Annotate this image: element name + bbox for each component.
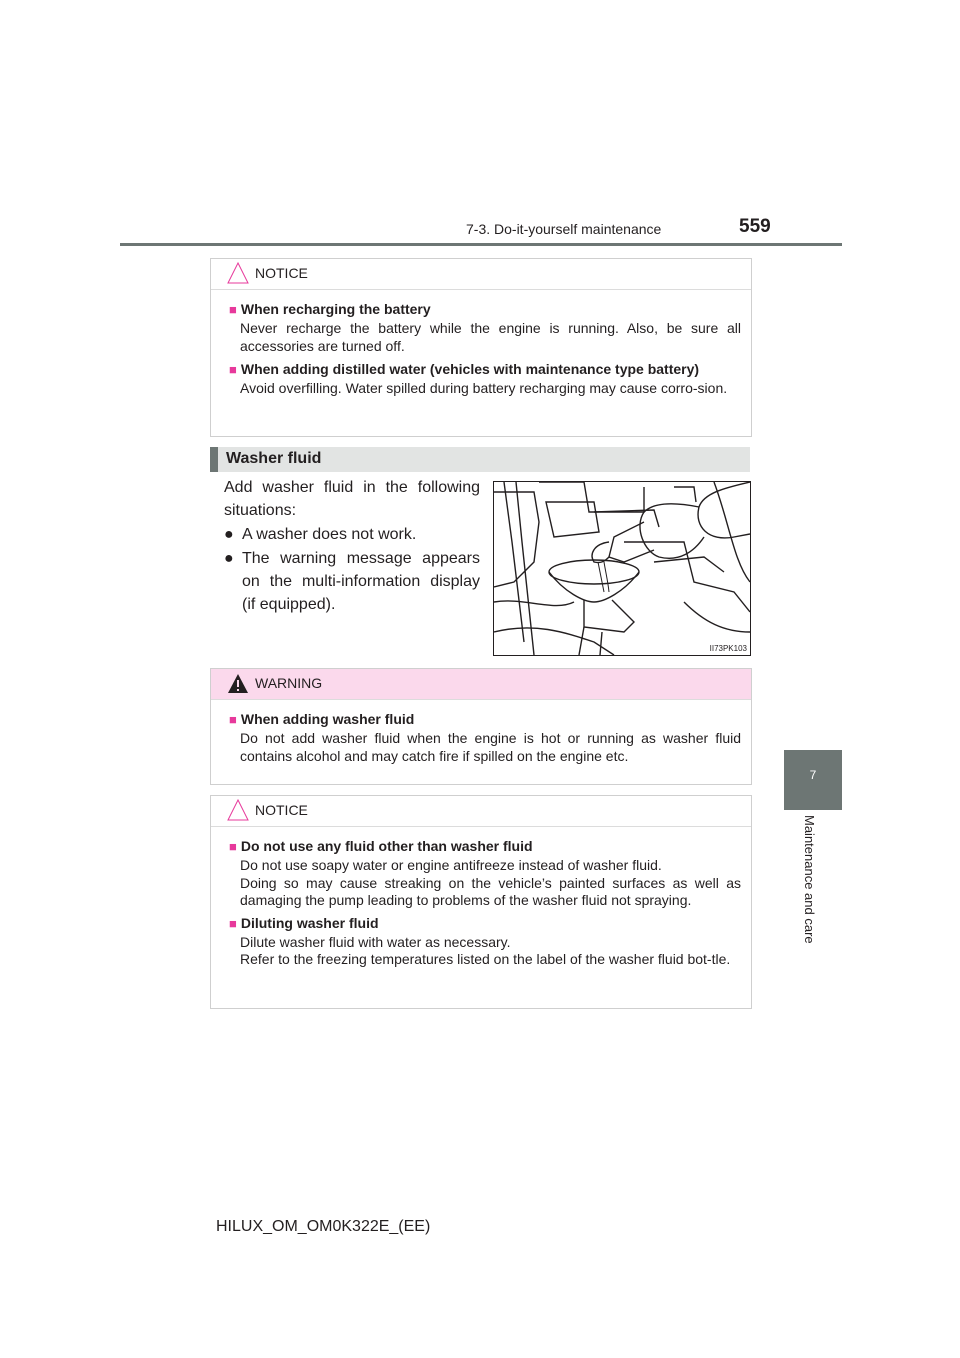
notice-item-title: Do not use any fluid other than washer fluid xyxy=(240,838,533,854)
header-rule xyxy=(120,243,842,246)
square-bullet-icon: ■ xyxy=(229,915,237,931)
warning-triangle-icon xyxy=(227,671,249,695)
notice-item xyxy=(229,361,741,398)
notice-label: NOTICE xyxy=(255,802,308,818)
header-section-title: 7-3. Do-it-yourself maintenance xyxy=(466,221,662,237)
washer-fluid-illustration xyxy=(493,481,751,656)
document-code: HILUX_OM_OM0K322E_(EE) xyxy=(216,1218,431,1235)
figure-code: II73PK103 xyxy=(709,644,747,653)
page-number: 559 xyxy=(739,216,771,237)
notice-item-line: Do not use soapy water or engine antifreeze instead of washer fluid. xyxy=(240,857,662,873)
section-title: Washer fluid xyxy=(226,450,322,467)
notice-item-body xyxy=(240,857,741,910)
notice-item-body: Avoid overfilling. Water spilled during battery recharging may cause corro-sion. xyxy=(240,380,728,396)
notice-item-title: When adding distilled water (vehicles with maintenance type battery) xyxy=(240,361,700,377)
round-bullet-icon: ● xyxy=(224,550,234,567)
chapter-title: Maintenance and care xyxy=(802,815,817,944)
warning-item-body: Do not add washer fluid when the engine is hot or running as washer fluid contains alcohol and may catch fire if spilled on the engine etc. xyxy=(240,730,741,764)
square-bullet-icon: ■ xyxy=(229,302,237,317)
warning-header xyxy=(211,669,751,700)
notice-item-line: Dilute washer fluid with water as necessary. xyxy=(240,933,511,950)
notice-item-line: Doing so may cause streaking on the vehicle’s painted surfaces as well as damaging the pump leading to problems of the washer fluid not spraying. xyxy=(240,874,741,908)
notice-item-title: When recharging the battery xyxy=(240,301,431,317)
notice-box-washer xyxy=(210,795,752,1009)
warning-box-washer xyxy=(210,668,752,785)
section-heading xyxy=(210,447,750,472)
notice-item-body xyxy=(240,934,741,969)
list-item xyxy=(224,547,480,616)
chapter-tab xyxy=(784,750,842,810)
bullet-text: A washer does not work. xyxy=(242,526,417,543)
chapter-label-area xyxy=(784,815,842,975)
intro-text: Add washer fluid in the following situations: xyxy=(224,479,480,519)
section-intro xyxy=(224,476,480,616)
caution-triangle-icon xyxy=(227,798,249,822)
square-bullet-icon: ■ xyxy=(229,362,237,377)
bullet-text: The warning message appears on the multi-information display (if equipped). xyxy=(242,550,480,613)
notice-item-body: Never recharge the battery while the engine is running. Also, be sure all accessories are turned off. xyxy=(240,320,741,354)
notice-item xyxy=(229,301,741,355)
notice-item-line: Refer to the freezing temperatures listed on the label of the washer fluid bot-tle. xyxy=(240,951,731,967)
engine-bay-pouring-drawing xyxy=(494,482,750,655)
warning-item-title: When adding washer fluid xyxy=(240,711,415,727)
notice-label: NOTICE xyxy=(255,265,308,281)
list-item xyxy=(224,523,480,546)
warning-label: WARNING xyxy=(255,675,323,691)
chapter-number: 7 xyxy=(809,768,817,782)
notice-header xyxy=(211,259,751,290)
notice-item xyxy=(229,915,741,969)
notice-item-title: Diluting washer fluid xyxy=(240,914,379,931)
notice-header xyxy=(211,796,751,827)
section-heading-bar xyxy=(210,447,218,472)
notice-box-battery xyxy=(210,258,752,437)
notice-item xyxy=(229,838,741,910)
warning-item xyxy=(229,711,741,765)
round-bullet-icon: ● xyxy=(224,526,234,543)
caution-triangle-icon xyxy=(227,261,249,285)
square-bullet-icon: ■ xyxy=(229,839,237,854)
square-bullet-icon: ■ xyxy=(229,712,237,727)
